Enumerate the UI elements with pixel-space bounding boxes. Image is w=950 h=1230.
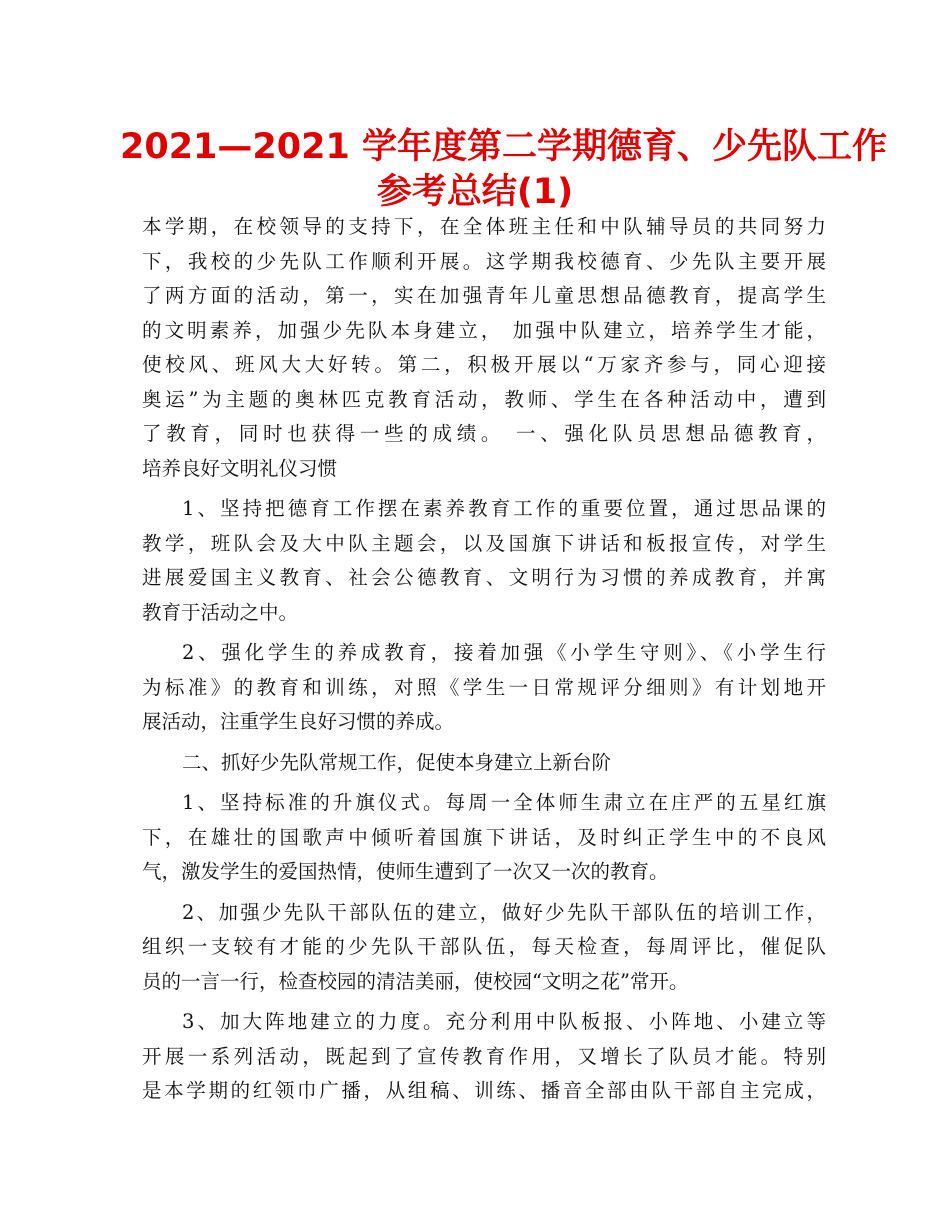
body-line: 员的一言一行，检查校园的清洁美丽，使校园“文明之花”常开。 bbox=[142, 969, 689, 993]
body-line: 1、坚持标准的升旗仪式。每周一全体师生肃立在庄严的五星红旗 bbox=[182, 791, 826, 814]
body-line: 气，激发学生的爱国热情，使师生遭到了一次又一次的教育。 bbox=[142, 860, 669, 883]
body-line: 奥运”为主题的奥林匹克教育活动，教师、学生在各种活动中，遭到 bbox=[142, 387, 826, 411]
body-line: 下，我校的少先队工作顺利开展。这学期我校德育、少先队主要开展 bbox=[142, 249, 826, 273]
body-line: 了两方面的活动，第一，实在加强青年儿童思想品德教育，提高学生 bbox=[142, 284, 826, 307]
body-line: 教学，班队会及大中队主题会，以及国旗下讲话和板报宣传，对学生 bbox=[142, 531, 826, 555]
body-line: 2、强化学生的养成教育，接着加强《小学生守则》、《小学生行 bbox=[182, 641, 826, 664]
body-line: 进展爱国主义教育、社会公德教育、文明行为习惯的养成教育，并寓 bbox=[142, 566, 826, 589]
body-line: 2、加强少先队干部队伍的建立，做好少先队干部队伍的培训工作， bbox=[182, 900, 826, 924]
body-line: 开展一系列活动，既起到了宣传教育作用，又增长了队员才能。特别 bbox=[142, 1044, 826, 1068]
body-line: 为标准》的教育和训练，对照《学生一日常规评分细则》有计划地开 bbox=[142, 675, 826, 699]
body-line: 培养良好文明礼仪习惯 bbox=[142, 456, 338, 480]
body-line: 教育于活动之中。 bbox=[142, 600, 299, 624]
body-line: 了教育，同时也获得一些的成绩。 一、强化队员思想品德教育， bbox=[142, 422, 826, 445]
body-line: 3、加大阵地建立的力度。充分利用中队板报、小阵地、小建立等 bbox=[182, 1010, 826, 1033]
body-line: 1、坚持把德育工作摆在素养教育工作的重要位置，通过思品课的 bbox=[182, 497, 826, 520]
body-line: 使校风、班风大大好转。第二，积极开展以“万家齐参与，同心迎接 bbox=[142, 353, 826, 376]
body-line: 的文明素养，加强少先队本身建立， 加强中队建立，培养学生才能， bbox=[142, 318, 826, 342]
document-body bbox=[142, 210, 826, 1109]
body-line: 展活动，注重学生良好习惯的养成。 bbox=[142, 710, 455, 733]
body-line: 本学期，在校领导的支持下，在全体班主任和中队辅导员的共同努力 bbox=[142, 215, 826, 238]
body-line: 组织一支较有才能的少先队干部队伍，每天检查，每周评比，催促队 bbox=[142, 935, 826, 958]
body-line: 是本学期的红领巾广播，从组稿、训练、播音全部由队干部自主完成， bbox=[142, 1079, 826, 1102]
document-title-line-2: 参考总结(1) bbox=[376, 172, 574, 212]
body-line: 下，在雄壮的国歌声中倾听着国旗下讲话，及时纠正学生中的不良风 bbox=[142, 825, 826, 849]
section-heading: 二、抓好少先队常规工作，促使本身建立上新台阶 bbox=[182, 750, 612, 774]
document-title-line-1: 2021—2021 学年度第二学期德育、少先队工作 bbox=[120, 127, 888, 167]
